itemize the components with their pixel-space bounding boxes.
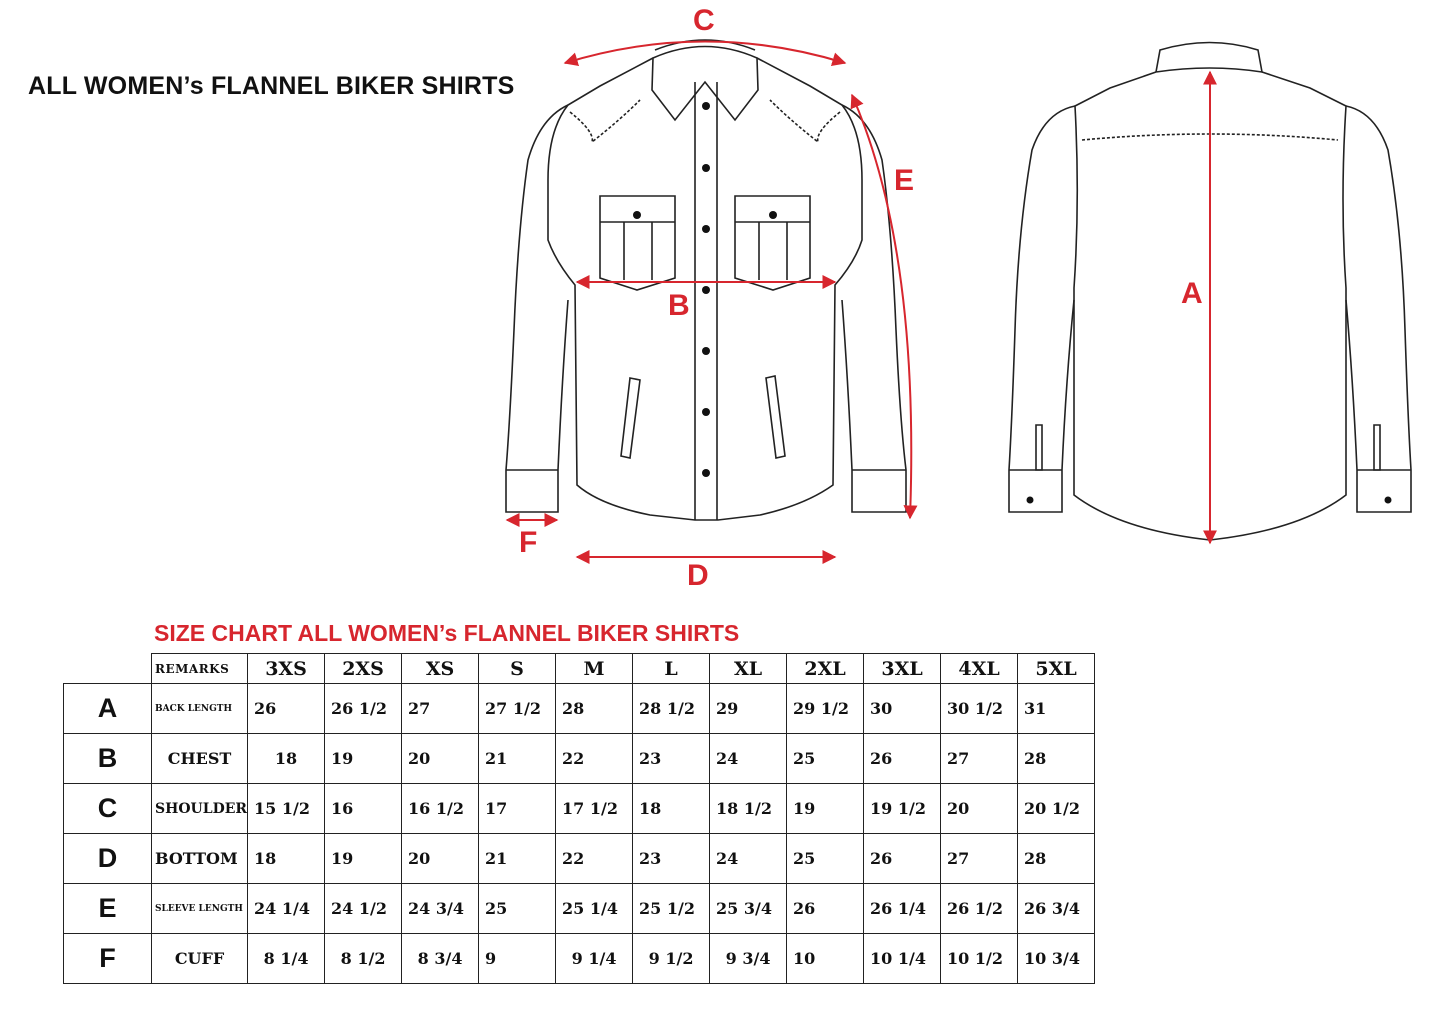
- size-value-cell: 20: [402, 834, 479, 884]
- size-value-cell: 24 1/2: [325, 884, 402, 934]
- size-value-cell: 22: [556, 734, 633, 784]
- size-value-cell: 24 1/4: [248, 884, 325, 934]
- size-value-cell: 30: [864, 684, 941, 734]
- size-value-cell: 23: [633, 834, 710, 884]
- size-value-cell: 24: [710, 734, 787, 784]
- size-header-3xs: 3XS: [248, 654, 325, 684]
- size-chart-table: [63, 653, 1095, 984]
- size-value-cell: 10 1/2: [941, 934, 1018, 984]
- size-value-cell: 8 1/2: [325, 934, 402, 984]
- size-value-cell: 18 1/2: [710, 784, 787, 834]
- size-value-cell: 26 3/4: [1018, 884, 1095, 934]
- size-value-cell: 9: [479, 934, 556, 984]
- row-letter: B: [64, 734, 152, 784]
- measurement-row-d: [64, 834, 1095, 884]
- size-value-cell: 19: [787, 784, 864, 834]
- row-letter: F: [64, 934, 152, 984]
- row-letter: C: [64, 784, 152, 834]
- size-value-cell: 25: [787, 834, 864, 884]
- size-value-cell: 20: [941, 784, 1018, 834]
- size-header-m: M: [556, 654, 633, 684]
- size-header-2xl: 2XL: [787, 654, 864, 684]
- size-header-xl: XL: [710, 654, 787, 684]
- size-value-cell: 25: [787, 734, 864, 784]
- row-remark: SLEEVE LENGTH: [152, 884, 248, 934]
- size-value-cell: 29: [710, 684, 787, 734]
- front-shirt-buttons: [633, 102, 777, 477]
- row-remark: SHOULDER: [152, 784, 248, 834]
- size-value-cell: 26: [864, 834, 941, 884]
- size-value-cell: 9 1/4: [556, 934, 633, 984]
- measurement-label-e: E: [894, 164, 915, 197]
- size-value-cell: 27: [402, 684, 479, 734]
- row-letter: A: [64, 684, 152, 734]
- size-value-cell: 28: [1018, 734, 1095, 784]
- row-remark: BOTTOM: [152, 834, 248, 884]
- measurement-arrows: [507, 42, 1210, 558]
- size-header-4xl: 4XL: [941, 654, 1018, 684]
- size-value-cell: 17 1/2: [556, 784, 633, 834]
- size-value-cell: 28: [556, 684, 633, 734]
- size-value-cell: 25: [479, 884, 556, 934]
- size-value-cell: 19: [325, 834, 402, 884]
- size-value-cell: 15 1/2: [248, 784, 325, 834]
- corner-cell: [64, 654, 152, 684]
- size-value-cell: 25 3/4: [710, 884, 787, 934]
- measurement-row-b: [64, 734, 1095, 784]
- measurement-label-b: B: [668, 289, 690, 322]
- size-value-cell: 10: [787, 934, 864, 984]
- row-letter: D: [64, 834, 152, 884]
- size-value-cell: 9 1/2: [633, 934, 710, 984]
- size-value-cell: 29 1/2: [787, 684, 864, 734]
- size-value-cell: 26: [248, 684, 325, 734]
- size-value-cell: 27: [941, 834, 1018, 884]
- size-value-cell: 26: [787, 884, 864, 934]
- size-value-cell: 24: [710, 834, 787, 884]
- size-value-cell: 20: [402, 734, 479, 784]
- measurement-label-c: C: [693, 4, 715, 37]
- row-letter: E: [64, 884, 152, 934]
- size-header-xs: XS: [402, 654, 479, 684]
- size-header-row: [64, 654, 1095, 684]
- row-remark: CUFF: [152, 934, 248, 984]
- size-value-cell: 16: [325, 784, 402, 834]
- size-value-cell: 10 3/4: [1018, 934, 1095, 984]
- size-value-cell: 22: [556, 834, 633, 884]
- size-value-cell: 26 1/2: [325, 684, 402, 734]
- size-value-cell: 25 1/4: [556, 884, 633, 934]
- size-value-cell: 18: [633, 784, 710, 834]
- size-value-cell: 16 1/2: [402, 784, 479, 834]
- measurement-label-d: D: [687, 559, 709, 592]
- size-value-cell: 18: [248, 734, 325, 784]
- size-value-cell: 26 1/2: [941, 884, 1018, 934]
- size-value-cell: 19: [325, 734, 402, 784]
- size-value-cell: 26: [864, 734, 941, 784]
- size-value-cell: 8 3/4: [402, 934, 479, 984]
- size-value-cell: 19 1/2: [864, 784, 941, 834]
- measurement-label-a: A: [1181, 277, 1203, 310]
- size-value-cell: 27: [941, 734, 1018, 784]
- measurement-row-a: [64, 684, 1095, 734]
- remarks-header: REMARKS: [152, 654, 248, 684]
- size-header-l: L: [633, 654, 710, 684]
- size-value-cell: 17: [479, 784, 556, 834]
- size-value-cell: 25 1/2: [633, 884, 710, 934]
- size-value-cell: 18: [248, 834, 325, 884]
- row-remark: CHEST: [152, 734, 248, 784]
- size-value-cell: 27 1/2: [479, 684, 556, 734]
- size-value-cell: 30 1/2: [941, 684, 1018, 734]
- size-value-cell: 24 3/4: [402, 884, 479, 934]
- size-value-cell: 10 1/4: [864, 934, 941, 984]
- page-title: ALL WOMEN’s FLANNEL BIKER SHIRTS: [28, 72, 515, 100]
- measurement-row-c: [64, 784, 1095, 834]
- size-value-cell: 20 1/2: [1018, 784, 1095, 834]
- size-value-cell: 8 1/4: [248, 934, 325, 984]
- size-value-cell: 21: [479, 734, 556, 784]
- size-value-cell: 21: [479, 834, 556, 884]
- size-value-cell: 9 3/4: [710, 934, 787, 984]
- size-value-cell: 23: [633, 734, 710, 784]
- size-header-s: S: [479, 654, 556, 684]
- size-header-2xs: 2XS: [325, 654, 402, 684]
- front-shirt-illustration: [506, 40, 906, 520]
- size-value-cell: 26 1/4: [864, 884, 941, 934]
- size-value-cell: 28 1/2: [633, 684, 710, 734]
- row-remark: BACK LENGTH: [152, 684, 248, 734]
- size-header-5xl: 5XL: [1018, 654, 1095, 684]
- size-value-cell: 31: [1018, 684, 1095, 734]
- measurement-label-f: F: [519, 526, 538, 559]
- measurement-row-f: [64, 934, 1095, 984]
- size-value-cell: 28: [1018, 834, 1095, 884]
- size-chart-title: SIZE CHART ALL WOMEN’s FLANNEL BIKER SHIRTS: [154, 620, 740, 646]
- size-header-3xl: 3XL: [864, 654, 941, 684]
- measurement-row-e: [64, 884, 1095, 934]
